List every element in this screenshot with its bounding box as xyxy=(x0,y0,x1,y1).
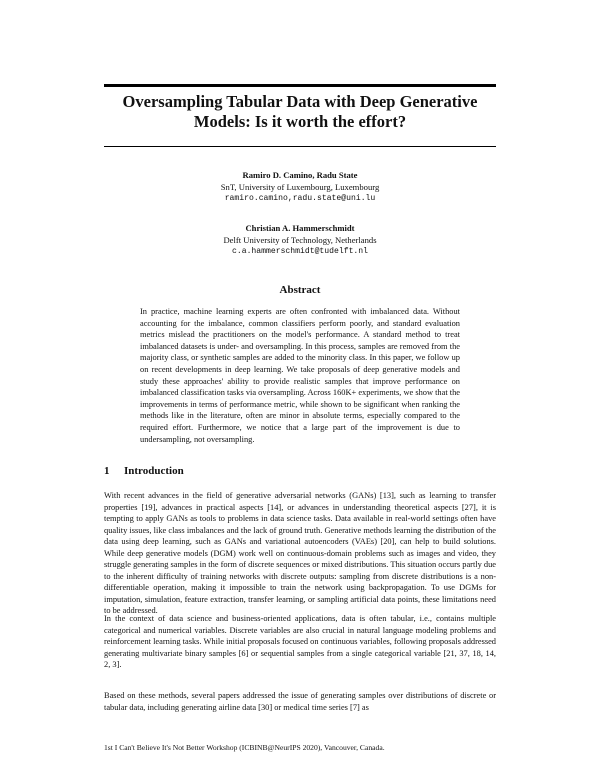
author-email: ramiro.camino,radu.state@uni.lu xyxy=(224,194,376,203)
author-email: c.a.hammerschmidt@tudelft.nl xyxy=(232,247,368,256)
paper-title-line-1: Oversampling Tabular Data with Deep Generative xyxy=(122,92,478,111)
author-block-2 xyxy=(104,222,496,258)
intro-paragraph-3: Based on these methods, several papers addressed the issue of generating samples over distributions of discrete or tabular data, including generating airline data [30] or medical time series [7] as xyxy=(104,691,496,712)
author-affiliation: Delft University of Technology, Netherlands xyxy=(223,235,377,245)
author-names: Ramiro D. Camino, Radu State xyxy=(242,170,358,180)
intro-paragraph-1: With recent advances in the field of generative adversarial networks (GANs) [13], such as learning to transfer properties [19], advances in practical aspects [14], or advances in understanding theoretical aspects [27], it is tempting to apply GANs as tools to problems in data science tasks. Data available in real-world settings often have quality issues, like class imbalances and the lack of ground truth. Generative methods learning the distribution of the data using deep learning, such as GANs and variational autoencoders (VAEs) [20], can help to build solutions. While deep generative models (DGM) work well on continuous-domain problems such as images and video, they struggle generating samples in the form of discrete sequences or mixed distributions. This situation occurs partly due to the inherent difficulty of training networks with discrete outputs: sampling from discrete distributions is a non-differentiable operation, making it impossible to train the network using backpropagation. To use DGMs for imputation, simulation, feature extraction, transfer learning, or sampling artificial data points, these limitations need to be addressed. xyxy=(104,491,496,616)
section-title: Introduction xyxy=(124,465,184,477)
author-names: Christian A. Hammerschmidt xyxy=(245,223,355,233)
abstract-text: In practice, machine learning experts are often confronted with imbalanced data. Without accounting for the imbalance, common classifiers perform poorly, and standard evaluation metrics mislead the practitioners on the model's performance. A standard method to treat imbalanced datasets is under- and oversampling. In this process, samples are removed from the majority class, or synthetic samples are added to the minority class. In this paper, we follow up on recent developments in deep learning. We take proposals of deep generative models and study these approaches' ability to provide realistic samples that improve performance on imbalanced classification tasks via oversampling. Across 160K+ experiments, we show that the improvements in terms of performance metric, while shown to be significant when ranking the methods like in the literature, often are minor in absolute terms, especially compared to the required effort. Furthermore, we notice that a large part of the improvement is due to undersampling, not oversampling. xyxy=(140,307,460,444)
title-bottom-rule xyxy=(104,146,496,147)
author-block-1 xyxy=(104,169,496,205)
title-top-rule xyxy=(104,84,496,87)
intro-paragraph-2: In the context of data science and business-oriented applications, data is often tabular, i.e., contains multiple categorical and numerical variables. Discrete variables are also crucial in natural language modeling problems and reinforcement learning tasks. While initial proposals focused on continuous variables, following proposals addressed generating multivariate binary samples [6] or sequential samples from a single categorical variable [21, 37, 18, 14, 2, 3]. xyxy=(104,614,496,670)
author-affiliation: SnT, University of Luxembourg, Luxembourg xyxy=(220,182,380,192)
abstract-heading: Abstract xyxy=(279,284,321,296)
paper-title-line-2: Models: Is it worth the effort? xyxy=(193,112,407,131)
workshop-footnote: 1st I Can't Believe It's Not Better Workshop (ICBINB@NeurIPS 2020), Vancouver, Canada. xyxy=(104,743,385,752)
section-heading-introduction xyxy=(104,465,184,477)
section-number: 1 xyxy=(104,465,110,477)
paper-title xyxy=(104,92,496,132)
